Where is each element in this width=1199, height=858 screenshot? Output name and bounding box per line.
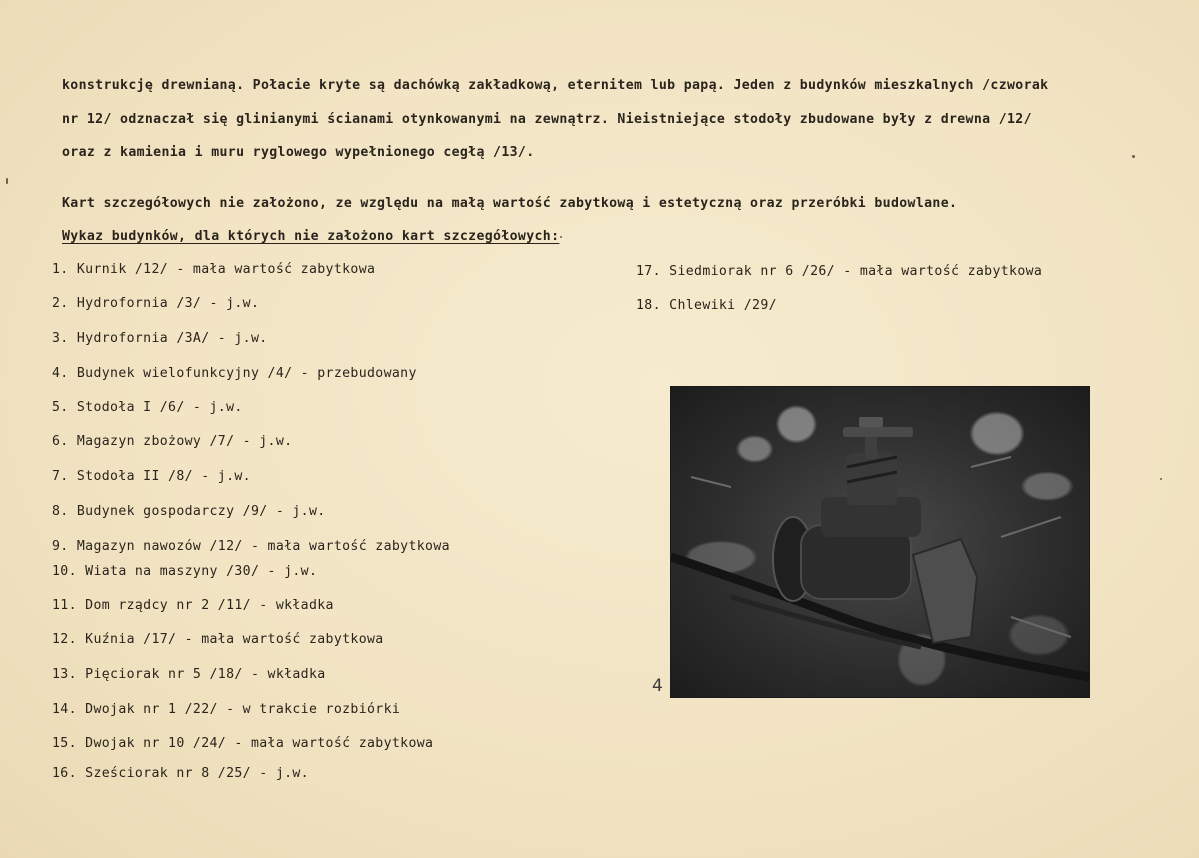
list-item: 16. Sześciorak nr 8 /25/ - j.w. [52, 766, 309, 781]
list-item: 1. Kurnik /12/ - mała wartość zabytkowa [52, 262, 376, 277]
paper-speck [1132, 155, 1135, 158]
list-item: 12. Kuźnia /17/ - mała wartość zabytkowa [52, 632, 384, 647]
valve-photograph [670, 386, 1090, 698]
list-item: 9. Magazyn nawozów /12/ - mała wartość zabytkowa [52, 539, 450, 554]
list-item: 15. Dwojak nr 10 /24/ - mała wartość zabytkowa [52, 736, 434, 751]
valve-photo-drawing [671, 387, 1089, 697]
list-heading: Wykaz budynków, dla których nie założono kart szczegółowych: [62, 229, 560, 244]
paper-speck [1160, 478, 1162, 480]
list-item: 10. Wiata na maszyny /30/ - j.w. [52, 564, 318, 579]
list-item: 6. Magazyn zbożowy /7/ - j.w. [52, 434, 293, 449]
list-item: 2. Hydrofornia /3/ - j.w. [52, 296, 260, 311]
list-item: 4. Budynek wielofunkcyjny /4/ - przebudowany [52, 366, 417, 381]
paper-speck [560, 236, 562, 238]
list-item: 7. Stodoła II /8/ - j.w. [52, 469, 251, 484]
list-item: 13. Pięciorak nr 5 /18/ - wkładka [52, 667, 326, 682]
list-item: 18. Chlewiki /29/ [636, 298, 777, 313]
list-item: 17. Siedmiorak nr 6 /26/ - mała wartość zabytkowa [636, 264, 1043, 279]
photo-number: 4 [652, 676, 663, 696]
paper-speck [6, 178, 8, 184]
paragraph-line-3: oraz z kamienia i muru ryglowego wypełnionego cegłą /13/. [62, 145, 535, 160]
list-item: 5. Stodoła I /6/ - j.w. [52, 400, 243, 415]
list-item: 3. Hydrofornia /3A/ - j.w. [52, 331, 268, 346]
list-item: 11. Dom rządcy nr 2 /11/ - wkładka [52, 598, 334, 613]
note-text: Kart szczegółowych nie założono, ze względu na małą wartość zabytkową i estetyczną oraz przeróbki budowlane. [62, 196, 958, 211]
list-item: 8. Budynek gospodarczy /9/ - j.w. [52, 504, 326, 519]
paragraph-line-1: konstrukcję drewnianą. Połacie kryte są dachówką zakładkową, eternitem lub papą. Jeden z budynków mieszkalnych /czworak [62, 78, 1049, 93]
paragraph-line-2: nr 12/ odznaczał się glinianymi ścianami otynkowanymi na zewnątrz. Nieistniejące stodoły zbudowane były z drewna /12/ [62, 112, 1032, 127]
list-item: 14. Dwojak nr 1 /22/ - w trakcie rozbiórki [52, 702, 401, 717]
